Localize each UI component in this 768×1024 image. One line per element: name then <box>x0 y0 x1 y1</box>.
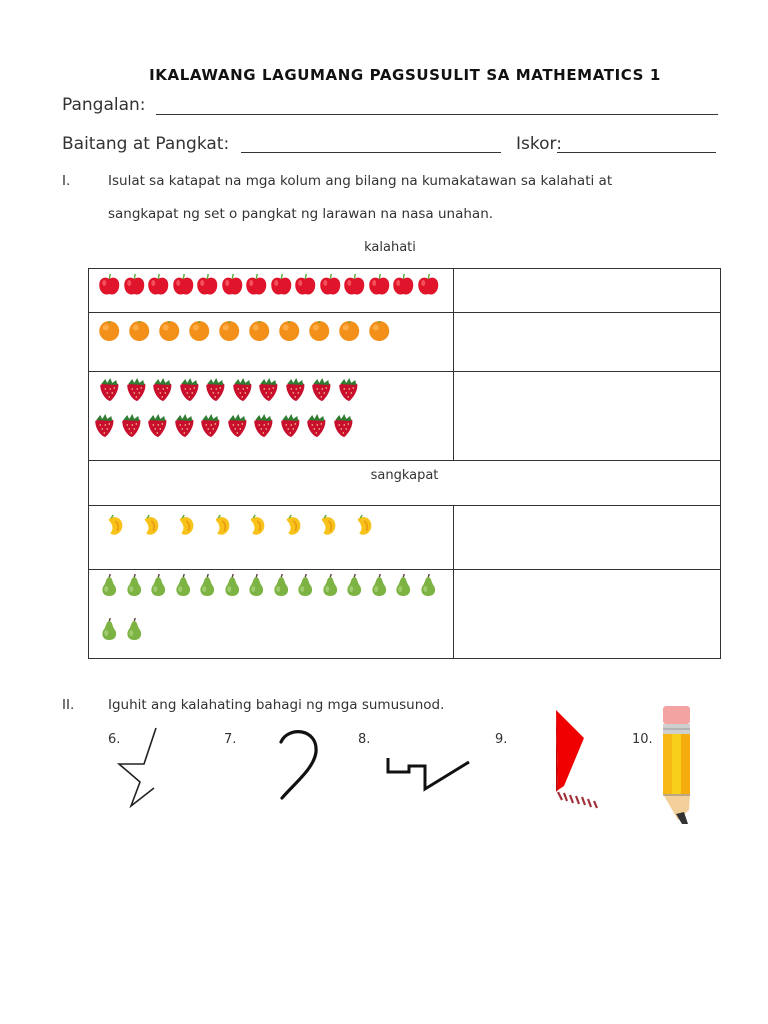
strawberry-icon <box>124 378 149 402</box>
strawberry-icon <box>283 378 308 402</box>
name-field-line[interactable] <box>156 114 718 115</box>
answer-cell-strawberry[interactable] <box>454 372 721 461</box>
pear-icon <box>318 574 343 598</box>
half-heart-icon <box>276 726 326 802</box>
strawberry-icon <box>304 414 329 438</box>
pear-icon <box>244 574 269 598</box>
strawberry-icon <box>145 414 170 438</box>
apple-icon <box>244 273 269 297</box>
apple-icon <box>171 273 196 297</box>
strawberry-icon <box>230 378 255 402</box>
item-10-number: 10. <box>632 732 653 747</box>
pear-icon <box>342 574 367 598</box>
apple-icon <box>220 273 245 297</box>
apple-icon <box>367 273 392 297</box>
strawberry-icon <box>336 378 361 402</box>
orange-icon <box>97 319 122 343</box>
part1-instruction-line2: sangkapat ng set o pangkat ng larawan na nasa unahan. <box>108 206 494 222</box>
apple-icon <box>195 273 220 297</box>
mango-icon <box>316 514 341 538</box>
mango-icon <box>174 514 199 538</box>
apple-icon <box>416 273 441 297</box>
pear-icon <box>146 574 171 598</box>
pear-icon <box>97 618 122 642</box>
apple-cell <box>89 269 454 313</box>
strawberry-icon <box>309 378 334 402</box>
quarter-column-label: sangkapat <box>370 468 439 483</box>
strawberry-icon <box>256 378 281 402</box>
strawberry-icon <box>198 414 223 438</box>
table-row <box>89 506 721 570</box>
strawberry-icon <box>203 378 228 402</box>
apple-icon <box>97 273 122 297</box>
part1-instruction-line1: Isulat sa katapat na mga kolum ang bilang na kumakatawan sa kalahati at <box>108 173 613 189</box>
strawberry-icon <box>119 414 144 438</box>
quarter-header-cell <box>89 461 721 506</box>
half-candy-icon <box>550 708 610 812</box>
strawberry-icon <box>251 414 276 438</box>
mango-icon <box>281 514 306 538</box>
item-8-number: 8. <box>358 732 371 747</box>
part2-numeral: II. <box>62 697 75 713</box>
orange-icon <box>157 319 182 343</box>
pear-icon <box>171 574 196 598</box>
strawberry-icon <box>278 414 303 438</box>
answer-cell-apple[interactable] <box>454 269 721 313</box>
apple-icon <box>342 273 367 297</box>
grade-section-field-line[interactable] <box>241 152 501 153</box>
half-column-label: kalahati <box>364 240 416 255</box>
pear-icon <box>416 574 441 598</box>
table-row <box>89 570 721 659</box>
score-label: Iskor: <box>516 134 562 154</box>
mango-cell <box>89 506 454 570</box>
apple-icon <box>122 273 147 297</box>
orange-icon <box>187 319 212 343</box>
worksheet-title: IKALAWANG LAGUMANG PAGSUSULIT SA MATHEMATICS 1 <box>149 66 661 84</box>
pear-icon <box>122 618 147 642</box>
mango-icon <box>103 514 128 538</box>
table-row <box>89 461 721 506</box>
pear-cell <box>89 570 454 659</box>
fruit-table <box>88 268 721 659</box>
mango-icon <box>139 514 164 538</box>
strawberry-icon <box>331 414 356 438</box>
orange-icon <box>367 319 392 343</box>
pear-icon <box>293 574 318 598</box>
grade-section-label: Baitang at Pangkat: <box>62 134 230 154</box>
name-label: Pangalan: <box>62 95 146 115</box>
pear-icon <box>391 574 416 598</box>
orange-icon <box>337 319 362 343</box>
part1-numeral: I. <box>62 173 71 189</box>
strawberry-icon <box>150 378 175 402</box>
strawberry-icon <box>177 378 202 402</box>
mango-icon <box>245 514 270 538</box>
half-pencil-icon <box>660 704 696 828</box>
pear-icon <box>97 574 122 598</box>
answer-cell-orange[interactable] <box>454 313 721 372</box>
table-row <box>89 313 721 372</box>
table-row <box>89 372 721 461</box>
mango-icon <box>352 514 377 538</box>
apple-icon <box>293 273 318 297</box>
apple-icon <box>318 273 343 297</box>
apple-icon <box>391 273 416 297</box>
orange-cell <box>89 313 454 372</box>
pear-icon <box>367 574 392 598</box>
mango-icon <box>210 514 235 538</box>
strawberry-icon <box>92 414 117 438</box>
orange-icon <box>307 319 332 343</box>
half-star-icon <box>114 726 164 810</box>
item-6-number: 6. <box>108 732 121 747</box>
table-row <box>89 269 721 313</box>
apple-icon <box>146 273 171 297</box>
score-field-line[interactable] <box>557 152 716 153</box>
pear-icon <box>220 574 245 598</box>
zigzag-icon <box>385 756 475 796</box>
pear-icon <box>269 574 294 598</box>
strawberry-icon <box>225 414 250 438</box>
answer-cell-mango[interactable] <box>454 506 721 570</box>
orange-icon <box>217 319 242 343</box>
strawberry-cell <box>89 372 454 461</box>
pear-icon <box>195 574 220 598</box>
part2-instruction: Iguhit ang kalahating bahagi ng mga sumusunod. <box>108 697 445 713</box>
orange-icon <box>247 319 272 343</box>
item-9-number: 9. <box>495 732 508 747</box>
strawberry-icon <box>172 414 197 438</box>
apple-icon <box>269 273 294 297</box>
answer-cell-pear[interactable] <box>454 570 721 659</box>
orange-icon <box>277 319 302 343</box>
orange-icon <box>127 319 152 343</box>
strawberry-icon <box>97 378 122 402</box>
item-7-number: 7. <box>224 732 237 747</box>
pear-icon <box>122 574 147 598</box>
